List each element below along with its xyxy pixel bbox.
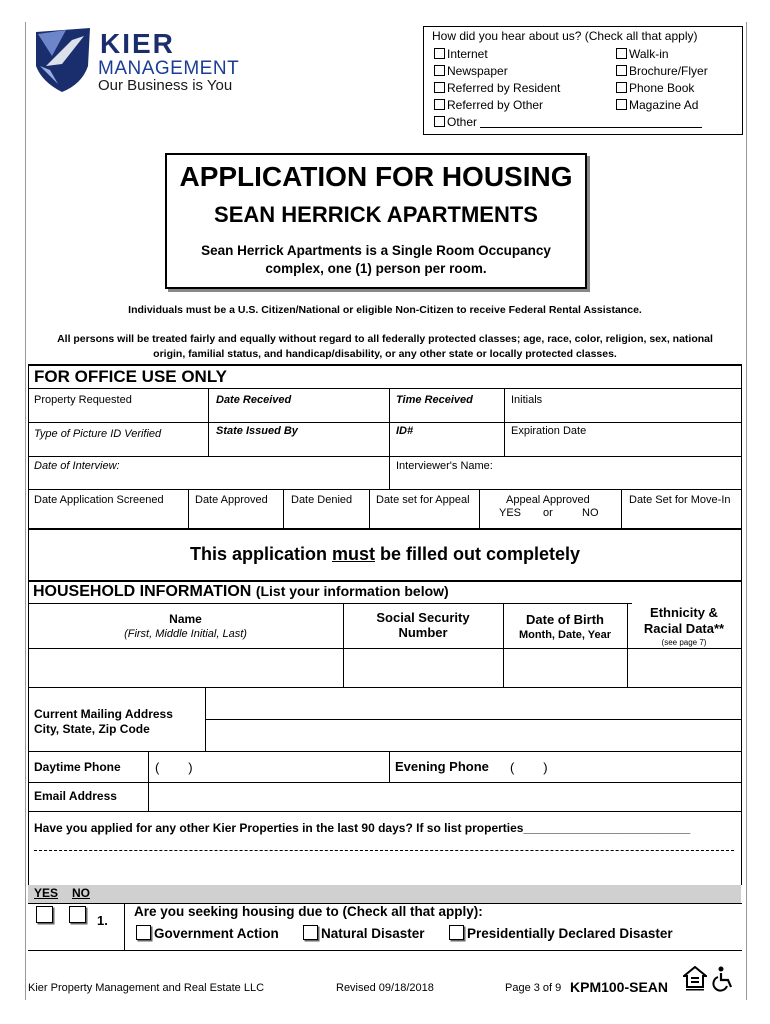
col-ethnicity-header: Ethnicity & Racial Data** [643,605,725,636]
fair-housing-notice: All persons will be treated fairly and equally without regard to all federally protected classes; age, race, color, religion, sex, national origin, familial status, and handicap/disability, or any other state or locally protected classes. [57,333,713,360]
grid-line [283,489,284,528]
no-label: NO [72,886,90,900]
mailing-address-label: Current Mailing Address City, State, Zip Code [34,707,173,736]
footer-form-code: KPM100-SEAN [570,979,669,995]
grid-line [389,388,390,489]
office-top-border [28,364,742,366]
grid-line [188,489,189,528]
footer-revised: Revised 09/18/2018 [336,982,434,994]
q1-option-presidential[interactable]: Presidentially Declared Disaster [449,925,673,941]
footer-page: Page 3 of 9 [505,982,562,994]
col-name-header: Name [169,612,202,626]
q1-number: 1. [97,913,108,928]
option-newspaper[interactable]: Newspaper [434,64,508,78]
initials-field[interactable]: Initials [511,394,543,406]
grid-line [28,811,742,812]
other-line[interactable] [480,116,702,128]
property-description: Sean Herrick Apartments is a Single Room Occupancy complex, one (1) person per room. [201,243,551,276]
date-denied-field[interactable]: Date Denied [291,494,353,506]
citizen-notice: Individuals must be a U.S. Citizen/National or eligible Non-Citizen to receive Federal Rental Assistance. [128,304,642,316]
city-state-zip-input[interactable] [206,720,741,751]
logo-management: MANAGEMENT [98,58,240,79]
option-internet[interactable]: Internet [434,47,488,61]
q1-question: Are you seeking housing due to (Check all that apply): [134,904,483,919]
name-input[interactable] [29,649,343,687]
date-received-field[interactable]: Date Received [216,394,292,406]
grid-line [389,751,390,782]
application-title: APPLICATION FOR HOUSING [179,161,573,192]
checkbox-icon [434,48,445,59]
logo-name: KIER [100,28,175,59]
option-referred-other[interactable]: Referred by Other [434,98,543,112]
checkbox-icon [434,82,445,93]
grid-line [28,456,742,457]
yes-no-bar [28,885,741,903]
grid-line [369,489,370,528]
picture-id-field[interactable]: Type of Picture ID Verified [34,428,162,440]
yes-label: YES [34,886,59,900]
title-box [165,153,587,289]
wheelchair-icon [711,966,735,992]
state-issued-field[interactable]: State Issued By [216,425,298,437]
hear-about-box [423,26,743,135]
checkbox-icon [616,99,627,110]
checkbox-icon [616,48,627,59]
property-requested-field[interactable]: Property Requested [34,394,132,406]
option-referred-resident[interactable]: Referred by Resident [434,81,560,95]
grid-line [28,950,742,951]
checkbox-icon [616,65,627,76]
applied-answer-line[interactable] [34,850,734,851]
logo-tagline: Our Business is You [98,77,233,94]
checkbox-icon [449,925,464,940]
dob-input[interactable] [504,649,627,687]
interviewer-name-field[interactable]: Interviewer's Name: [396,460,493,472]
checkbox-icon [434,116,445,127]
grid-line [124,903,125,950]
col-dob-header: Date of Birth [526,612,604,627]
must-notice: This application must be filled out completely [189,544,581,564]
col-ssn-header: Social Security Number [376,610,470,640]
q1-option-natural[interactable]: Natural Disaster [303,925,425,941]
checkbox-icon [616,82,627,93]
grid-line [504,388,505,456]
ssn-input[interactable] [344,649,503,687]
checkbox-icon [136,925,151,940]
q1-yes-checkbox[interactable] [36,906,53,923]
grid-line [741,580,742,885]
property-title: SEAN HERRICK APARTMENTS [214,202,538,227]
checkbox-icon [434,65,445,76]
email-input[interactable] [149,783,741,811]
grid-line [208,388,209,456]
grid-line [621,489,622,528]
grid-line [28,388,742,389]
col-name-sub: (First, Middle Initial, Last) [124,628,247,640]
grid-line [28,422,742,423]
date-appeal-field[interactable]: Date set for Appeal [376,494,470,506]
date-movein-field[interactable]: Date Set for Move-In [629,494,731,506]
checkbox-icon [434,99,445,110]
option-magazine[interactable]: Magazine Ad [616,98,698,112]
office-heading: FOR OFFICE USE ONLY [34,367,228,386]
grid-line [28,528,742,530]
col-dob-sub: Month, Date, Year [518,629,612,641]
grid-line [28,489,742,490]
email-label: Email Address [34,789,117,803]
daytime-phone-label: Daytime Phone [34,760,121,774]
evening-phone-label: Evening Phone [395,759,489,774]
q1-no-checkbox[interactable] [69,906,86,923]
applied-question: Have you applied for any other Kier Properties in the last 90 days? If so list properties_________________________ [34,821,691,835]
footer-company: Kier Property Management and Real Estate LLC [28,982,265,994]
appeal-approved-field[interactable]: Appeal Approved [506,494,590,506]
grid-line [28,603,632,604]
option-other[interactable]: Other [434,115,702,129]
household-heading: HOUSEHOLD INFORMATION (List your information below) [33,583,449,600]
grid-line [28,580,742,582]
date-approved-field[interactable]: Date Approved [195,494,268,506]
appeal-no[interactable]: NO [582,507,599,519]
kier-shield-logo [32,26,96,94]
col-ethnicity-sub: (see page 7) [661,638,707,647]
mailing-address-input[interactable] [206,688,741,719]
appeal-or: or [543,507,553,519]
id-number-field[interactable]: ID# [396,425,414,437]
daytime-phone-input[interactable]: ( ) [155,760,193,775]
option-walk-in[interactable]: Walk-in [616,47,669,61]
time-received-field[interactable]: Time Received [396,394,473,406]
appeal-yes[interactable]: YES [499,507,522,519]
option-phone-book[interactable]: Phone Book [616,81,694,95]
expiration-date-field[interactable]: Expiration Date [511,425,587,437]
equal-housing-icon [683,966,707,992]
q1-option-government[interactable]: Government Action [136,925,279,941]
grid-line [28,751,742,752]
checkbox-icon [303,925,318,940]
grid-line [479,489,480,528]
option-brochure[interactable]: Brochure/Flyer [616,64,708,78]
evening-phone-input[interactable]: ( ) [510,760,548,775]
date-of-interview-field[interactable]: Date of Interview: [34,460,120,472]
hear-about-title: How did you hear about us? (Check all that apply) [432,29,698,43]
date-screened-field[interactable]: Date Application Screened [34,494,164,506]
ethnicity-input[interactable] [628,649,741,687]
